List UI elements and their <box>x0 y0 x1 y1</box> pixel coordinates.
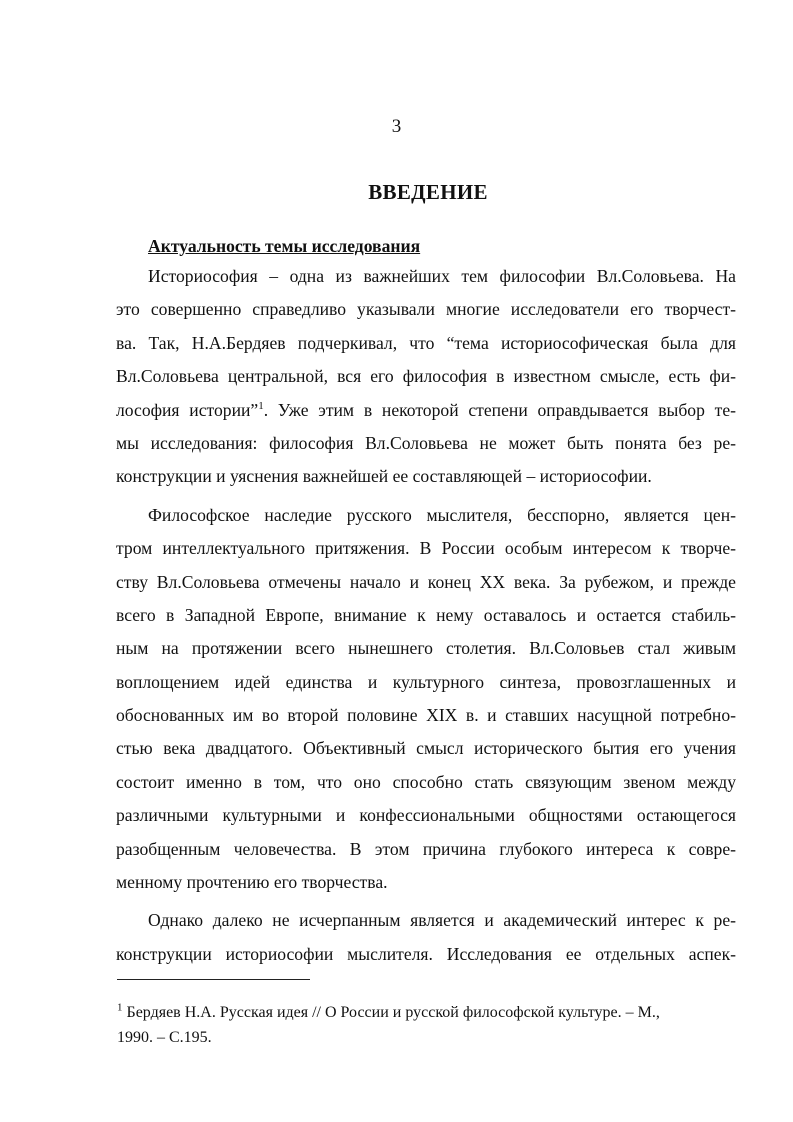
text-line: тром интеллектуального притяжения. В России особым интересом к творче- <box>116 538 736 559</box>
text-line: стью века двадцатого. Объективный смысл исторического бытия его учения <box>116 738 736 759</box>
page-heading: ВВЕДЕНИЕ <box>368 180 488 204</box>
text-line: Историософия – одна из важнейших тем философии Вл.Соловьева. На <box>148 266 736 286</box>
text-line: Однако далеко не исчерпанным является и академический интерес к ре- <box>148 910 736 931</box>
footnote-reference: 1 <box>258 399 264 412</box>
text-segment: . Уже этим в некоторой степени оправдывается выбор те- <box>263 399 737 420</box>
paragraph-2 <box>116 499 736 900</box>
text-line: Философское наследие русского мыслителя, бесспорно, является цен- <box>148 504 736 525</box>
text-line: всего в Западной Европе, внимание к нему оставалось и остается стабиль- <box>116 604 736 625</box>
text-line: ству Вл.Соловьева отмечены начало и конец XX века. За рубежом, и прежде <box>116 571 736 592</box>
footnote-line <box>117 1000 737 1025</box>
text-line: ным на протяжении всего нынешнего столетия. Вл.Соловьев стал живым <box>116 638 736 659</box>
text-line: воплощением идей единства и культурного синтеза, провозглашенных и <box>116 671 736 692</box>
text-line: состоит именно в том, что оно способно стать связующим звеном между <box>116 771 736 792</box>
body-text <box>116 232 736 971</box>
text-line: Вл.Соловьева центральной, вся его философия в известном смысле, есть фи- <box>116 366 736 387</box>
text-line: конструкции историософии мыслителя. Исследования ее отдельных аспек- <box>116 943 736 964</box>
footnote-separator <box>117 979 310 980</box>
text-line: ва. Так, Н.А.Бердяев подчеркивал, что “тема историософическая была для <box>116 332 736 353</box>
page-number: 3 <box>391 116 402 137</box>
footnote-marker: 1 <box>117 1001 123 1014</box>
text-segment: лософия истории” <box>116 399 259 420</box>
text-line: мы исследования: философия Вл.Соловьева не может быть понята без ре- <box>116 432 736 453</box>
text-line-with-footnote-ref <box>116 394 736 427</box>
footnote-text: Бердяев Н.А. Русская идея // О России и русской философской культуре. – М., <box>122 1004 660 1021</box>
text-line: различными культурными и конфессиональными общностями остающегося <box>116 805 736 826</box>
text-line: разобщенным человечества. В этом причина глубокого интереса к совре- <box>116 838 736 859</box>
text-line: обоснованных им во второй половине XIX в. и ставших насущной потребно- <box>116 705 736 726</box>
section-subheading: Актуальность темы исследования <box>148 236 421 256</box>
paragraph-3 <box>116 904 736 971</box>
text-line: менному прочтению его творчества. <box>116 872 388 893</box>
text-line: это совершенно справедливо указывали многие исследователи его творчест- <box>116 299 736 320</box>
text-line: конструкции и уяснения важнейшей ее составляющей – историософии. <box>116 466 652 487</box>
footnote <box>117 1000 737 1050</box>
footnote-line: 1990. – С.195. <box>117 1029 212 1046</box>
paragraph-1 <box>116 260 736 494</box>
